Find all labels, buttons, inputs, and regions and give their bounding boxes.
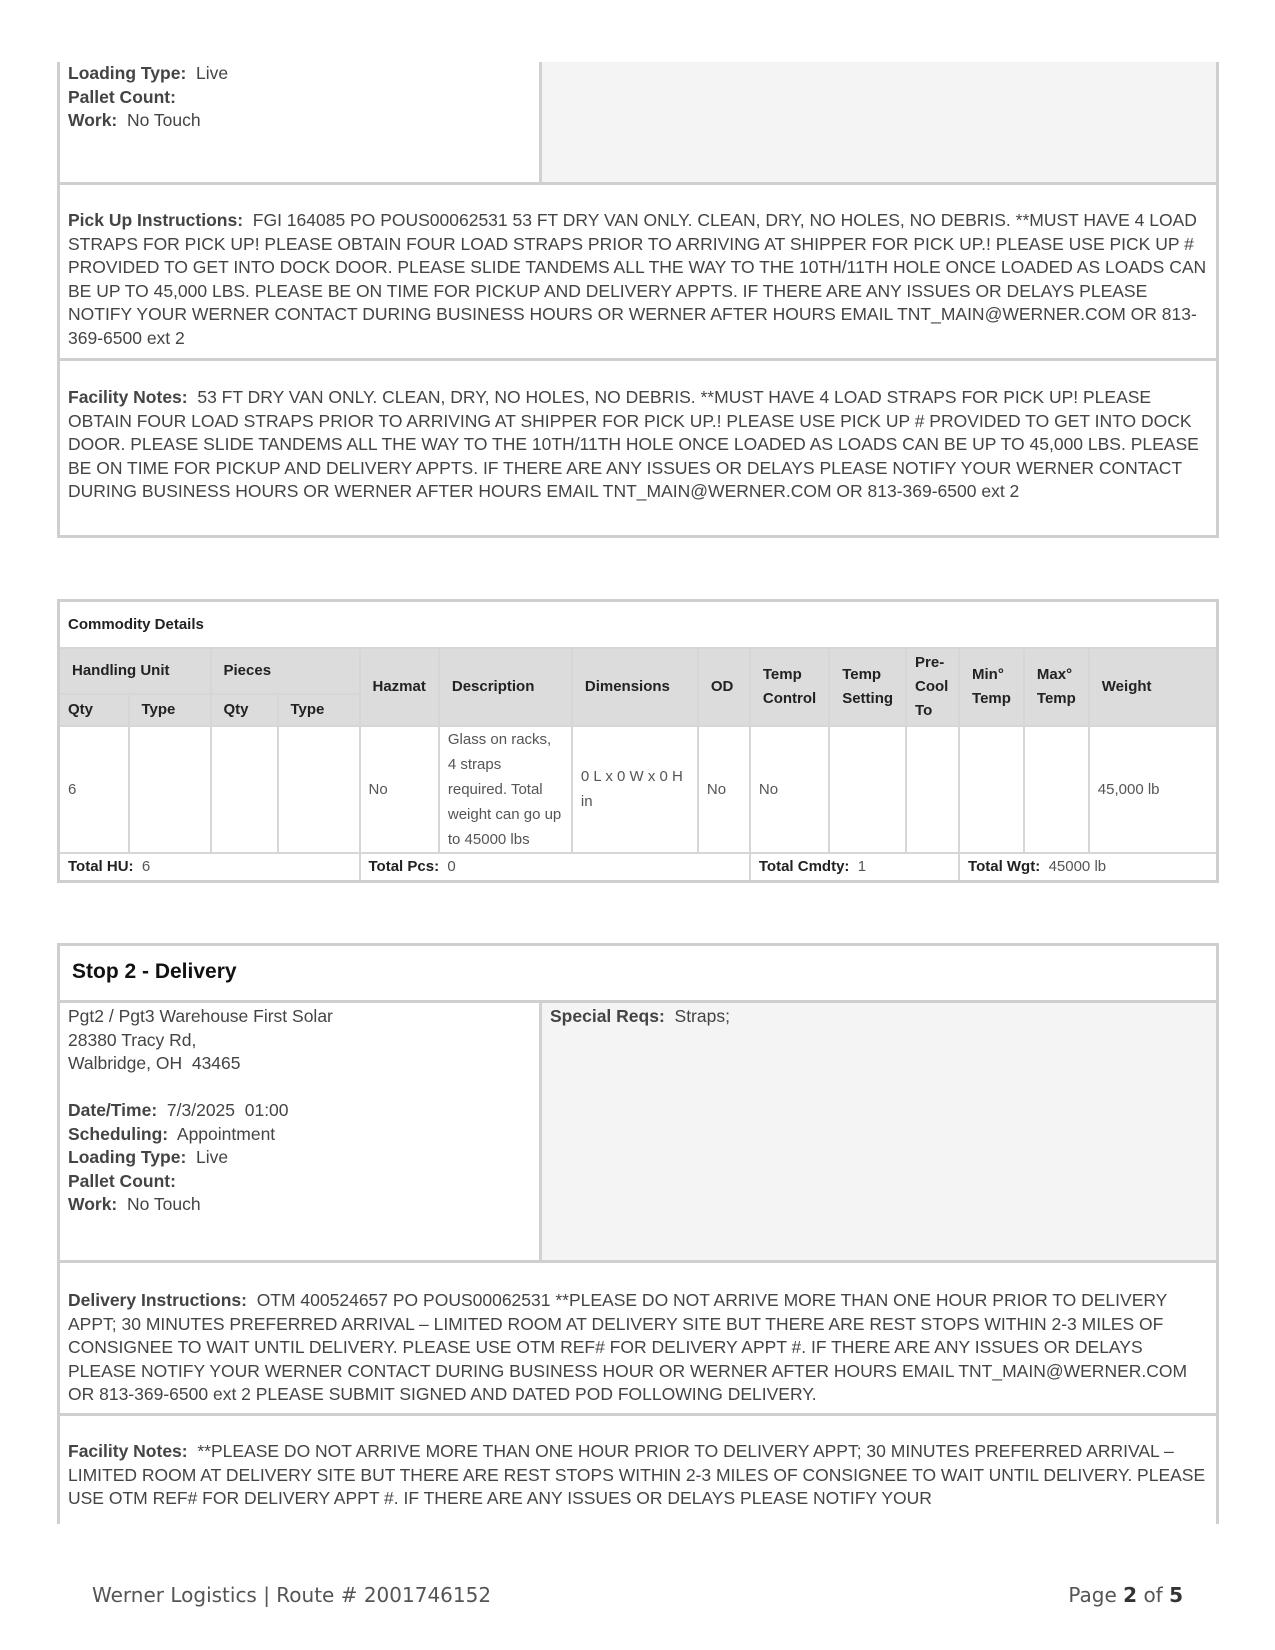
page-current: 2 [1123, 1583, 1138, 1607]
work-row [68, 109, 531, 133]
work-value: No Touch [127, 1194, 201, 1214]
header-max-temp: Max° Temp [1024, 648, 1089, 726]
header-hazmat: Hazmat [360, 648, 439, 726]
loading-type-row [68, 62, 531, 86]
header-handling-unit: Handling Unit [59, 648, 211, 694]
facility-notes-text: **PLEASE DO NOT ARRIVE MORE THAN ONE HOUR PRIOR TO DELIVERY APPT; 30 MINUTES PREFERRED ARRIVAL – LIMITED ROOM AT DELIVERY SITE BUT THERE ARE REST STOPS WITHIN 2-3 MILES OF CONSIGNEE TO WAIT UNTIL DELIVERY. PLEASE USE OTM REF# FOR DELIVERY APPT #. IF THERE ARE ANY ISSUES OR DELAYS PLEASE NOTIFY YOUR [68, 1441, 1206, 1508]
cell-hazmat: No [360, 726, 439, 853]
special-reqs-value: Straps; [674, 1006, 730, 1026]
stop1-special-panel [542, 62, 1216, 182]
total-pcs-label: Total Pcs: [368, 858, 440, 876]
facility-notes-label: Facility Notes: [68, 1441, 188, 1461]
datetime-label: Date/Time: [68, 1100, 158, 1120]
loading-type-row [68, 1146, 531, 1170]
cell-description: Glass on racks, 4 straps required. Total weight can go up to 45000 lbs [439, 726, 572, 853]
total-wgt-label: Total Wgt: [968, 858, 1041, 876]
special-reqs-panel [542, 1003, 1216, 1260]
total-cmdty [750, 853, 959, 882]
header-pieces: Pieces [211, 648, 360, 694]
cell-hu-type [129, 726, 211, 853]
commodity-title-row [59, 601, 1218, 648]
pickup-instructions-text: FGI 164085 PO POUS00062531 53 FT DRY VAN ONLY. CLEAN, DRY, NO HOLES, NO DEBRIS. **MUST HAVE 4 LOAD STRAPS FOR PICK UP! PLEASE OBTAIN FOUR LOAD STRAPS PRIOR TO ARRIVING AT SHIPPER FOR PICK UP.! PLEASE USE PICK UP # PROVIDED TO GET INTO DOCK DOOR. PLEASE SLIDE TANDEMS ALL THE WAY TO THE 10TH/11TH HOLE ONCE LOADED AS LOADS CAN BE UP TO 45,000 LBS. PLEASE BE ON TIME FOR PICKUP AND DELIVERY APPTS. IF THERE ARE ANY ISSUES OR DELAYS PLEASE NOTIFY YOUR WERNER CONTACT DURING BUSINESS HOURS OR WERNER AFTER HOURS EMAIL TNT_MAIN@WERNER.COM OR 813-369-6500 ext 2 [68, 210, 1207, 348]
datetime-row [68, 1099, 531, 1123]
total-hu-label: Total HU: [68, 858, 134, 876]
page-of: of [1143, 1583, 1163, 1607]
cell-min-temp [959, 726, 1024, 853]
delivery-instructions-text: OTM 400524657 PO POUS00062531 **PLEASE DO NOT ARRIVE MORE THAN ONE HOUR PRIOR TO DELIVERY APPT; 30 MINUTES PREFERRED ARRIVAL – LIMITED ROOM AT DELIVERY SITE BUT THERE ARE REST STOPS WITHIN 2-3 MILES OF CONSIGNEE TO WAIT UNTIL DELIVERY. PLEASE USE OTM REF# FOR DELIVERY APPT #. IF THERE ARE ANY ISSUES OR DELAYS PLEASE NOTIFY YOUR WERNER CONTACT DURING BUSINESS HOUR OR WERNER AFTER HOURS EMAIL TNT_MAIN@WERNER.COM OR 813-369-6500 ext 2 PLEASE SUBMIT SIGNED AND DATED POD FOLLOWING DELIVERY. [68, 1290, 1188, 1404]
spacer [68, 1076, 531, 1100]
cell-dimensions: 0 L x 0 W x 0 H in [572, 726, 698, 853]
commodity-totals-row [59, 853, 1218, 882]
pallet-count-row [68, 86, 531, 110]
address-line3: Walbridge, OH 43465 [68, 1053, 241, 1073]
stop1-details [57, 62, 1219, 185]
facility-notes-stop2 [57, 1416, 1219, 1524]
commodity-title: Commodity Details [59, 601, 1218, 648]
delivery-instructions-label: Delivery Instructions: [68, 1290, 247, 1310]
total-hu-value: 6 [141, 858, 151, 876]
facility-notes-text: 53 FT DRY VAN ONLY. CLEAN, DRY, NO HOLES, NO DEBRIS. **MUST HAVE 4 LOAD STRAPS FOR PICK UP! PLEASE OBTAIN FOUR LOAD STRAPS PRIOR TO ARRIVING AT SHIPPER FOR PICK UP.! PLEASE USE PICK UP # PROVIDED TO GET INTO DOCK DOOR. PLEASE SLIDE TANDEMS ALL THE WAY TO THE 10TH/11TH HOLE ONCE LOADED AS LOADS CAN BE UP TO 45,000 LBS. PLEASE BE ON TIME FOR PICKUP AND DELIVERY APPTS. IF THERE ARE ANY ISSUES OR DELAYS PLEASE NOTIFY YOUR WERNER CONTACT DURING BUSINESS HOURS OR WERNER AFTER HOURS EMAIL TNT_MAIN@WERNER.COM OR 813-369-6500 ext 2 [68, 387, 1199, 501]
header-pcs-qty: Qty [211, 694, 278, 726]
total-pcs [360, 853, 750, 882]
header-weight: Weight [1089, 648, 1218, 726]
work-label: Work: [68, 1194, 118, 1214]
cell-temp-control: No [750, 726, 829, 853]
cell-pcs-type [278, 726, 360, 853]
address-line2: 28380 Tracy Rd, [68, 1029, 197, 1050]
cell-pcs-qty [211, 726, 278, 853]
header-hu-qty: Qty [59, 694, 129, 726]
cell-od: No [698, 726, 750, 853]
pickup-instructions [57, 185, 1219, 361]
address-line1: Pgt2 / Pgt3 Warehouse First Solar [68, 1006, 333, 1026]
loading-type-label: Loading Type: [68, 1147, 187, 1167]
header-temp-control: Temp Control [750, 648, 829, 726]
loading-type-value: Live [196, 1147, 229, 1167]
stop1-info [60, 62, 542, 182]
loading-type-label: Loading Type: [68, 63, 187, 83]
cell-temp-setting [829, 726, 906, 853]
total-cmdty-label: Total Cmdty: [758, 858, 850, 876]
total-cmdty-value: 1 [857, 858, 867, 876]
scheduling-label: Scheduling: [68, 1123, 169, 1144]
header-od: OD [698, 648, 750, 726]
work-value: No Touch [127, 110, 201, 130]
page-total: 5 [1169, 1583, 1183, 1607]
commodity-row [59, 726, 1218, 853]
header-dimensions: Dimensions [572, 648, 698, 726]
page-prefix: Page [1068, 1583, 1117, 1607]
facility-notes-stop1 [57, 361, 1219, 538]
page-indicator [1068, 1583, 1183, 1607]
facility-notes-label: Facility Notes: [68, 387, 188, 407]
work-row [68, 1193, 531, 1217]
pallet-count-label: Pallet Count: [68, 1170, 176, 1191]
special-reqs-label: Special Reqs: [550, 1006, 665, 1026]
scheduling-row [68, 1123, 531, 1147]
header-pre-cool-to: Pre-Cool To [906, 648, 959, 726]
stop2-info [60, 1003, 542, 1260]
stop2-details [57, 1000, 1219, 1263]
pickup-instructions-label: Pick Up Instructions: [68, 210, 244, 230]
scheduling-value: Appointment [176, 1123, 276, 1144]
delivery-instructions [57, 1263, 1219, 1416]
cell-hu-qty: 6 [59, 726, 129, 853]
header-temp-setting: Temp Setting [829, 648, 906, 726]
total-hu [59, 853, 360, 882]
header-description: Description [439, 648, 572, 726]
cell-pre-cool-to [906, 726, 959, 853]
work-label: Work: [68, 110, 118, 130]
commodity-header-row [59, 648, 1218, 694]
cell-max-temp [1024, 726, 1089, 853]
stop2-heading: Stop 2 - Delivery [57, 943, 1219, 1000]
total-pcs-value: 0 [447, 858, 456, 876]
cell-weight: 45,000 lb [1089, 726, 1218, 853]
header-min-temp: Min° Temp [959, 648, 1024, 726]
commodity-table [57, 599, 1219, 883]
footer-route: Werner Logistics | Route # 2001746152 [92, 1583, 492, 1607]
header-hu-type: Type [129, 694, 211, 726]
pallet-count-row [68, 1170, 531, 1194]
total-wgt [959, 853, 1217, 882]
datetime-value: 7/3/2025 01:00 [166, 1100, 289, 1120]
loading-type-value: Live [196, 63, 229, 83]
header-pcs-type: Type [278, 694, 360, 726]
pallet-count-label: Pallet Count: [68, 86, 176, 107]
total-wgt-value: 45000 lb [1048, 858, 1107, 876]
